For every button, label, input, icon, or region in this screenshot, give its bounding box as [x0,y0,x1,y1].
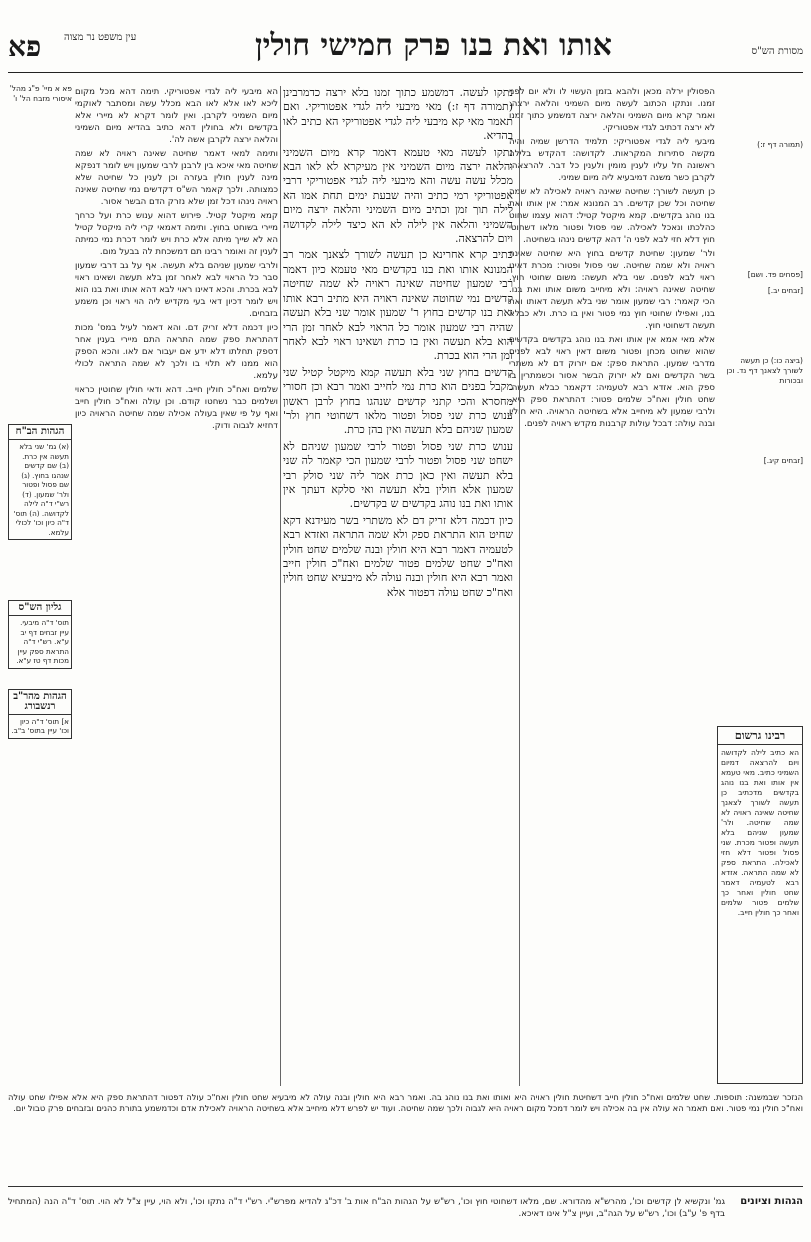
gemara-paragraph: קדשים בחוץ שני בלא תעשה קמא מיקטל קטיל שני מקבל בפנים הוא כרת נמי לחייב ואמר רבא וכן חסורי מחסרא והכי קתני קדשים שנהגו בחוץ לרבן ראשון ענוש כרת שני פסול ופטור מלאו דשחוטי חוץ ולר' שמעון שניהם בלא תעשה ואין בהן כרת. [283,365,513,437]
page-header [0,28,811,68]
header-rule [8,72,803,73]
rashi-paragraph: אלא מאי אמא אין אותו ואת בנו נוהג בקדשים בקדשים שהוא שחוט מכחן ופטור משום דאין ראוי לבא לפנים מדרבי שמעון. התראת ספק: אם יזרוק דם לא משתרי בשר הקדשים ואם לא יזרוק הבשר אסור וכשמתרין בו ספק הוא. אזדא רבא לטעמיה: דקאמר כבלא תעשה. שחט חולין ואח"כ שלמים פטור: דהתראת ספק היא. ולרבי שמעון לא מיחייב אלא בשחיטה הראויה. היא חולין ובנה עולה: דבכל עולות קרבנות מקדש ראויה לפנים. [509,335,715,429]
rashi-paragraph: הפסולין ירלה מכאן ולהבא בזמן העשוי לו ולא יום לפני זמנו. ונתקו הכתוב לעשה מיום השמיני והלאה ירצה. ואמר קרא מיום השמיני והלאה ירצה דמשמע כתוך זמנו לא ירצה דכתיב לגדי אפטוריקי. [509,87,715,133]
margin-note: (תמורה דף ז:) [757,140,803,149]
hagahot-habach-box [8,424,72,540]
gemara-paragraph: נתקו לעשה. דמשמע כתוך זמנו בלא ירצה כדמרבינן (תמורה דף ז:) מאי מיבעי ליה לגדי אפטוריקי. ואם תאמר מאי קא מיבעי ליה לגדי אפטוריקי הא כתיב לאו בהדיא. [283,86,513,143]
gilyon-hashas-title: גליון הש"ס [9,601,71,616]
ein-mishpat-note: פא א מיי' פ"ג מהל' איסורי מזבח הל' ו' [9,84,72,103]
column-divider [519,86,520,1086]
gemara-paragraph: כיון דכמה דלא זריק דם לא משתרי בשר מעידנא דקא שחיט הוא התראת ספק ולא שמה התראה ואזדא רבא לטעמיה דאמר רבא היא חולין ובנה שלמים שחט חולין ואח"כ שחט שלמים פטור שלמים ואח"כ חולין חייב ואמר רבא היא חולין ובנה עולה לא מיבעיא שחט חולין ואח"כ שחט עולה דפטור אלא [283,513,513,599]
rashi-paragraph: ולר' שמעון: שחיטת קדשים בחוץ היא שחיטה שאינה ראויה ולא שמה שחיטה. שני פסול ופטור: מכרת דאינו ראוי לבא לפנים. שני בלא תעשה: משום שחוטי חוץ. שחיטה שאינה ראויה: ולא מיחייב משום אותו ואת בנו. הכי קאמר: רבי שמעון אומר שני בלא תעשה דאותו ואת בנו, ואפילו שחוטי חוץ נמי פטור ואין בו כרת. ולא כבלא תעשה דשחוטי חוץ. [509,249,715,331]
hagahot-maharav-title: הגהות מהר"ב רנשבורג [9,690,71,715]
rabbenu-gershom-box [717,726,803,1084]
hagahot-maharav-text: א] תוס' ד"ה כיון וכו' עיין בתוס' ב"ב. [11,716,69,735]
gilyon-hashas-text: תוס' ד"ה מיבעי. עיין זבחים דף יב ע"א. רש"י ד"ה התראת ספק עיין מכות דף טז ע"א. [16,618,69,665]
rabbenu-gershom-title: רבינו גרשום [718,727,802,745]
rashi-paragraph: מיבעי ליה לגדי אפטוריקי: תלמיד הדרשן שמיה והיה מקשה סתירות המקראות. לקדושה: דהקדש בלילה ראשונה חל עליו לענין מומין ולענין כל דבר. להרצאה: לקרבן כשר משנה דמיבעיא ליה מיום שמיני. [509,137,715,183]
tosafot-paragraph: כיון דכמה דלא זריק דם. והא דאמר לעיל במס' מכות דהתראת ספק שמה התראה התם מיירי בענין אחר דספק תחלתו דלא ידע אם יעבור אם לאו. והכא הספק הוא ממנו לא תלוי בו ולכך לא שמה התראה לכולי עלמא. [75,323,278,381]
footer-title: הגהות וציונים [740,1196,803,1207]
rashi-paragraph: כן תעשה לשורך: שחיטה שאינה ראויה לאכילה לא שמה שחיטה וכל שכן קדשים. רב המנונא אמר: אין אותו ואת בנו נוהג בקדשים. קמא מיקטל קטיל: דהוא עצמו שחוט כהלכתו ונאכל לאכילה. שני פסול ופטור מלאו דשחוטי חוץ דלא חזי לבא לפני ה' דהא קדשים נינהו בשחיטה. [509,187,715,245]
tosafot-paragraph: קמא מיקטל קטיל. פירוש דהוא ענוש כרת ועל כרחך מיירי בשוחט בחוץ. ותימה דאמאי קרי ליה מיקטל קטיל הא לא שייך מיתה אלא כרת ויש לומר דכרת נמי כמיתה לענין זה ואומר רבינו תם דמשכחת לה בבעל מום. [75,211,278,257]
ein-mishpat-margin [8,80,72,1080]
column-divider [280,86,281,1086]
gemara-paragraph: ענוש כרת שני פסול ופטור לרבי שמעון שניהם לא ישחט שני פסול ופטור לרבי שמעון הכי קאמר לה שני בלא תעשה ואין כאן כרת אמר ליה שני סולק רבי שמעון אלא חולין בלא תעשה ואי סלקא דעתך אין אותו ואת בנו נוהג בקדשים ש בקדשים. [283,439,513,511]
page-title: אותו ואת בנו פרק חמישי חולין [255,28,612,63]
rashi-commentary [509,86,715,1086]
rabbenu-gershom-text: הא כתיב לילה לקדושה ויום להרצאה דמיום השמיני כתיב. מאי טעמא אין אותו ואת בנו נוהג בקדשים מדכתיב כן תעשה לשורך לצאנך שחיטה שאינה ראויה לא שמה שחיטה. ולר' שמעון שניהם בלא תעשה ופטור מכרת. שני פסול ופטור דלא חזי לאכילה. התראת ספק לא שמה התראה. אזדא רבא לטעמיה דאמר שחט חולין ואחר כך שלמים פטור שלמים ואחר כך חולין חייב. [721,748,799,917]
margin-note: [זבחים קיג.] [763,456,803,465]
gemara-paragraph: נתקו לעשה מאי טעמא דאמר קרא מיום השמיני והלאה ירצה מיום השמיני אין מעיקרא לא לאו הבא מכלל עשה עשה והא מיבעי ליה לגדי אפטוריקי דרבי אפטוריקי רמי כתיב והיה שבעת ימים תחת אמו הא לילה תוך זמן וכתיב מיום השמיני והלאה ירצה מיום השמיני והלאה אין לילה לא הא כיצד לילה לקדושה ויום להרצאה. [283,145,513,246]
bottom-commentary: הנזכר שבמשנה: תוספות. שחט שלמים ואח"כ חולין חייב דשחיטת חולין ראויה היא ואותו ואת בנו נוהג בה. ואמר רבא היא חולין ובנה עולה לא מיבעיא שחט חולין ואח"כ עולה דפטור דהתראת ספק היא אלא אפילו שחט עולה ואח"כ חולין נמי פטור. ואם תאמר הא עולה אין בה אכילה ויש לומר דמכל מקום ראויה היא לגבוה ולכך שמה שחיטה. ועוד יש לפרש דלא מיחייב אלא בשחיטה הראויה לאכילת אדם וכדמשמע בתורת כהנים ובזבחים פרק טבול יום. [8,1092,803,1113]
masoret-label: מסורת הש"ס [751,46,803,57]
gemara-text [283,86,513,1086]
footer-text: גמ' ונקשיא לן קדשים וכו', מהרש"א מהדורא. שם, מלאו דשחוטי חוץ וכו', רש"ש על הגהות הב"ח אות ב' דכ"ג להדיא מפרש"י. רש"י ד"ה נתקו וכו', ולא הוי, עיין צ"ל לא הוי. תוס' ד"ה הנה (המתחיל בדף פ' ע"ב) וכו', רש"ש על הגה"ב, ועיין צ"ל אינו דאיכא. [8,1197,725,1219]
hagahot-habach-text: (א) גמ' שני בלא תעשה אין כרת. (ב) שם קדשים שנהגו בחוץ. (ג) שם פסול ופטור ולר' שמעון. (ד) רש"י ד"ה לילה לקדושה. (ה) תוס' ד"ה כיון וכו' לכולי עלמא. [13,442,69,537]
tosafot-paragraph: הא מיבעי ליה לגדי אפטוריקי. תימה דהא מכל מקום ליכא לאו אלא לאו הבא מכלל עשה ומסתבר לאוקמי מיום השמיני לקרבן. ואין לומר דקרא לא מיירי אלא בקדשים ולא בחולין דהא כתיב בהדיא מיום השמיני והלאה ירצה לקרבן אשה לה'. [75,87,278,145]
tosafot-paragraph: ולרבי שמעון שניהם בלא תעשה. אף על גב דרבי שמעון סבר כל הראוי לבא לאחר זמן בלא תעשה ושאינו ראוי לבא בכרת. והכא דאינו ראוי לבא דהא אותו ואת בנו הוא ויש לומר דכיון דאי בעי מקדיש ליה הוי ראוי וכן משמע בזבחים. [75,261,278,319]
footer [8,1196,803,1232]
gilyon-hashas-box [8,600,72,669]
tosafot-commentary [75,86,278,1086]
footer-rule [8,1186,803,1187]
tosafot-paragraph: שלמים ואח"כ חולין חייב. דהא ודאי חולין שחוטין כראוי ושלמים כבר נשחטו קודם. וכן עולה ואח"כ חולין חייב ואף על פי שאין בעולה אכילה שמה שחיטה הראויה כיון דחזיא לגבוה ודוק. [75,385,278,431]
gemara-paragraph: כתיב קרא אחרינא כן תעשה לשורך לצאנך אמר רב המנונא אותו ואת בנו בקדשים מאי טעמא כיון דאמר רבי שמעון שחיטה שאינה ראויה לא שמה שחיטה קדשים נמי שחוטה שאינה ראויה היא מתיב רבא אותו ואת בנו קדשים בחוץ ר' שמעון אומר שני בלא תעשה שהיה רבי שמעון אומר כל הראוי לבא לאחר זמן הרי הוא בלא תעשה ואין בו כרת ושאינו ראוי לבא לאחר זמן הרי הוא בכרת. [283,248,513,363]
margin-note: [זבחים יב.] [767,286,803,295]
margin-note: (ביצה כו:) כן תעשה לשורך לצאנך דף נד. וכן ובכורות [726,356,803,385]
tosafot-paragraph: ותימה למאי דאמר שחיטה שאינה ראויה לא שמה שחיטה מאי איכא בין לרבנן לרבי שמעון ויש לומר דנפקא מינה לענין חולין בעזרה וכן לענין כל שחיטה שלא כמצותה. ולכך קאמר הש"ס דקדשים נמי שחיטה שאינה ראויה נינהו דכל זמן שלא נזרק הדם הבשר אסור. [75,149,278,207]
hagahot-maharav-box [8,689,72,739]
ein-mishpat-label: עין משפט נר מצוה [64,32,137,43]
folio-number: פא [8,30,42,63]
margin-note: [פסחים פד. ושם] [747,270,803,279]
hagahot-habach-title: הגהות הב"ח [9,425,71,440]
